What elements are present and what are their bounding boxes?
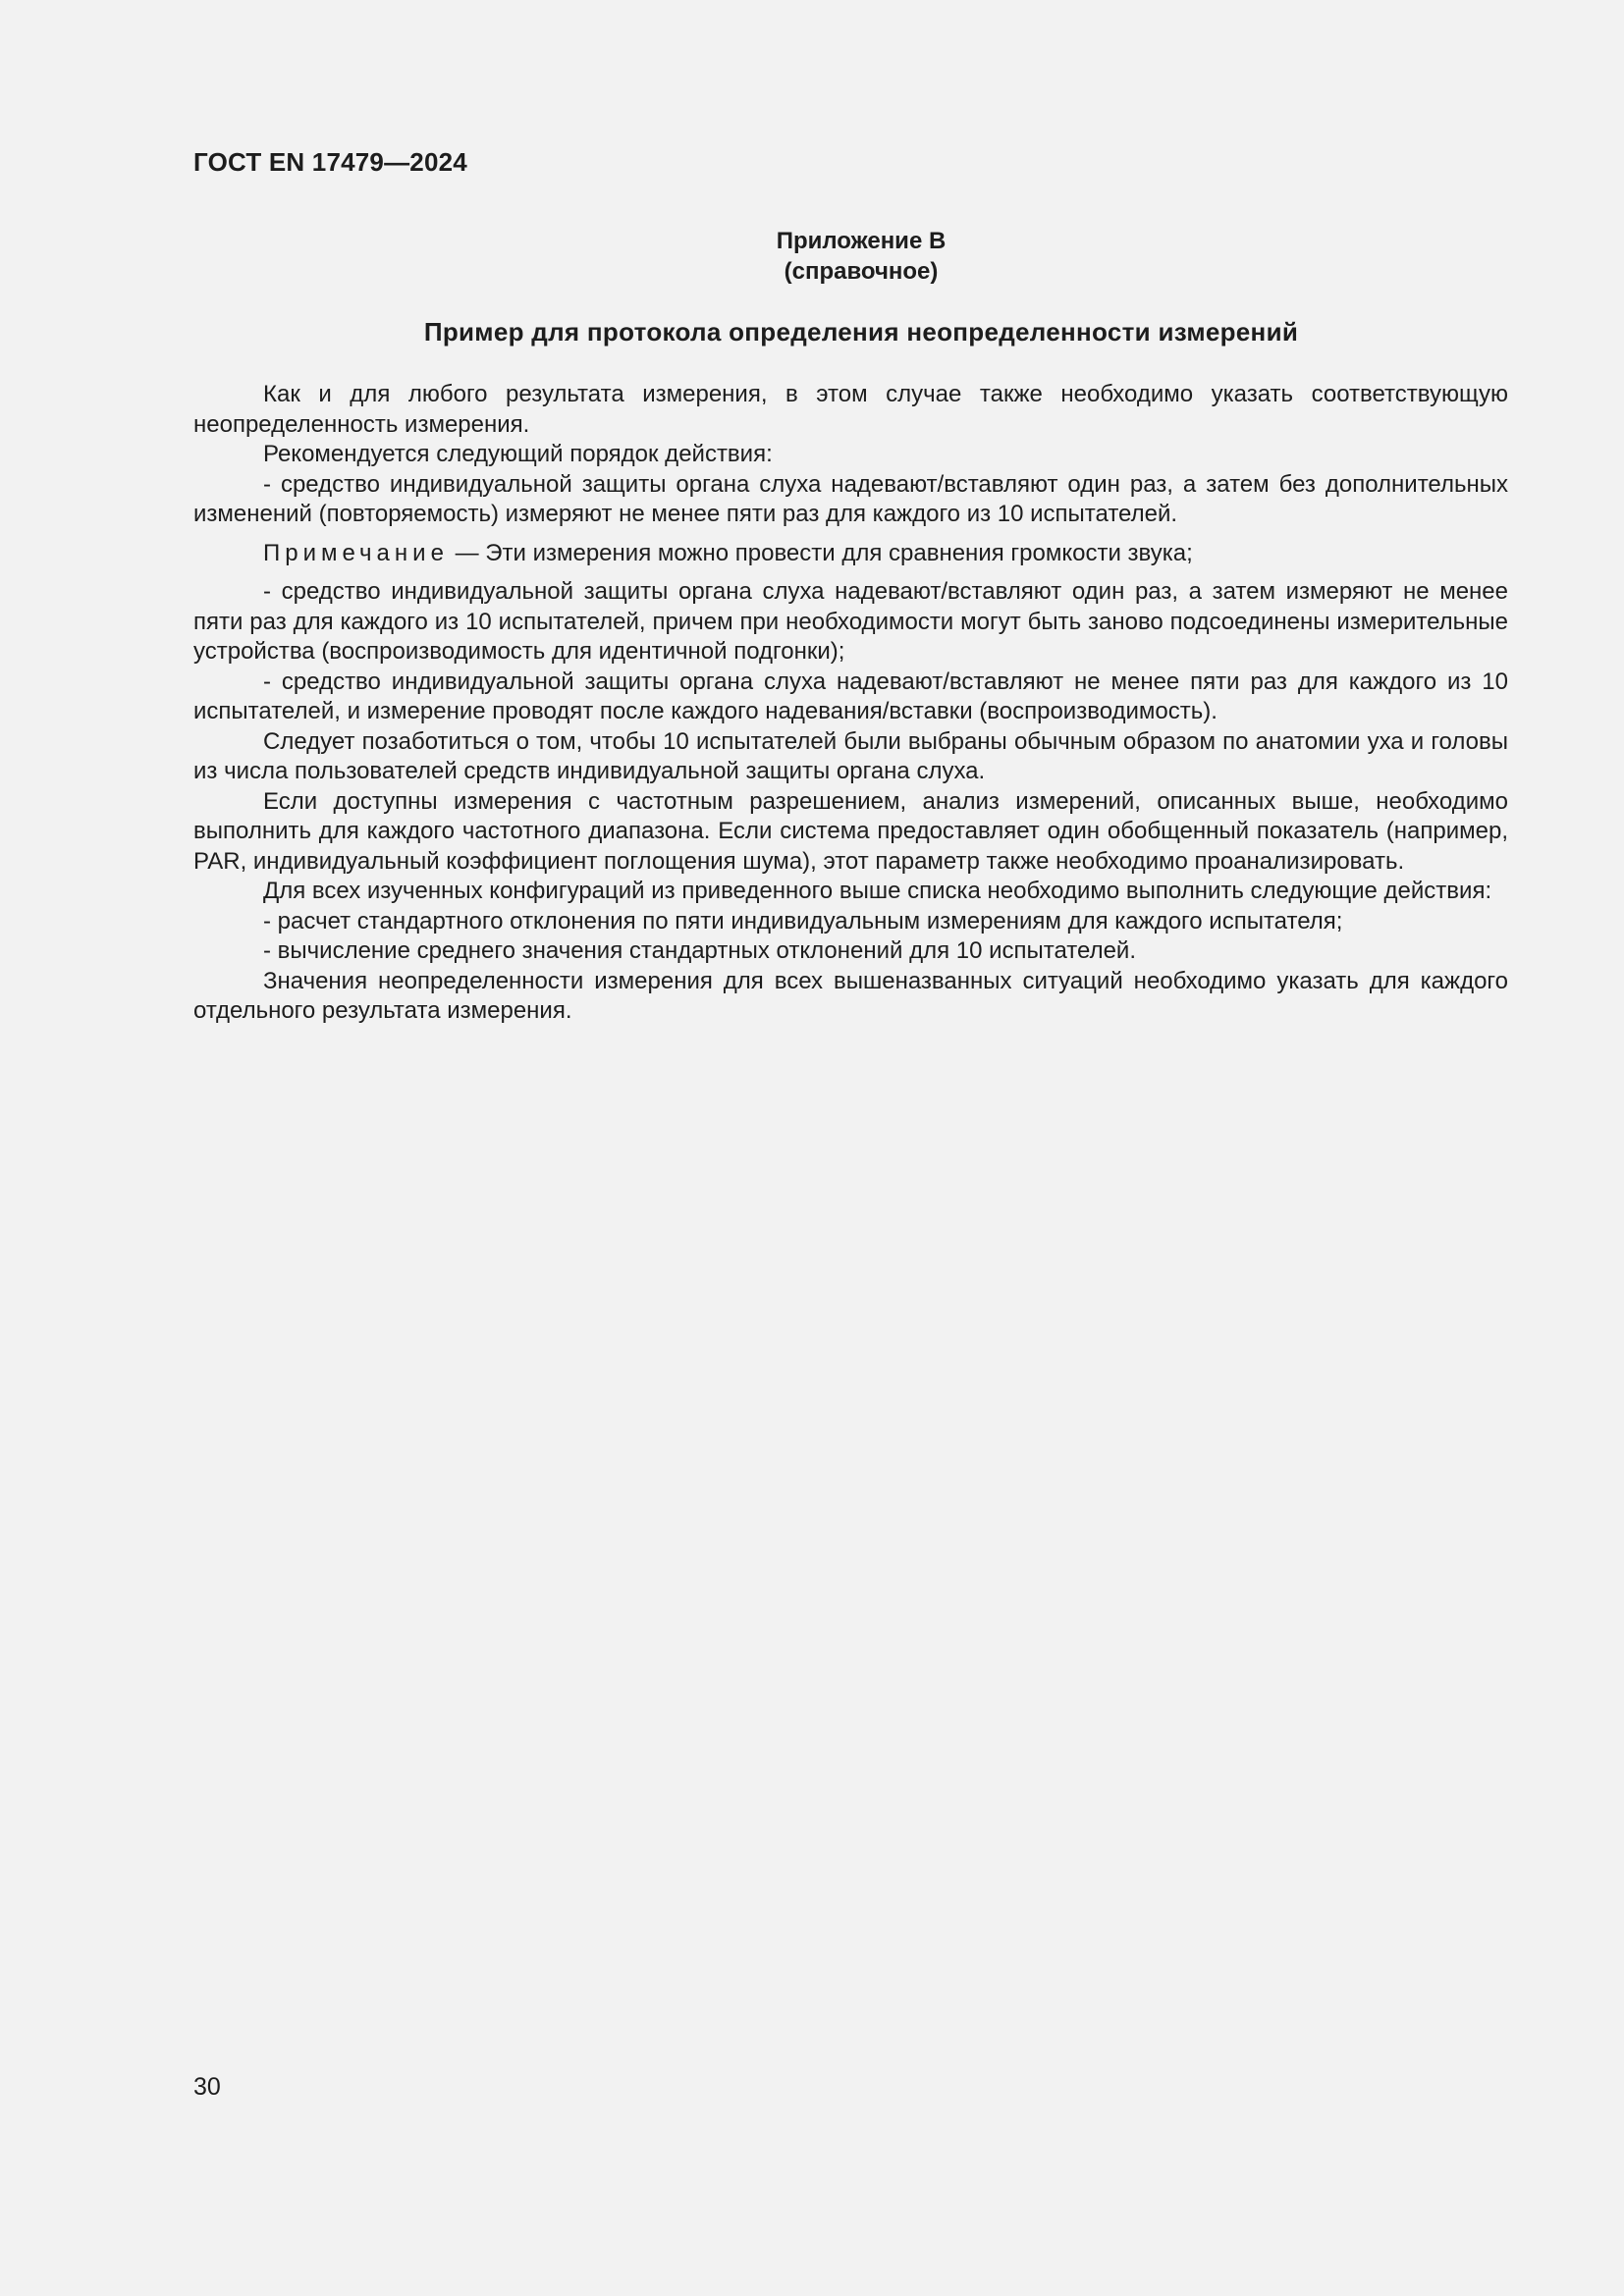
section-title: Пример для протокола определения неопределенности измерений <box>423 317 1299 347</box>
annex-heading <box>49 226 1624 287</box>
note-text: — Эти измерения можно провести для сравнения громкости звука; <box>448 539 1193 566</box>
list-item: - средство индивидуальной защиты органа слуха надевают/вставляют не менее пяти раз для каждого из 10 испытателей, и измерение проводят после каждого надевания/вставки (воспроизводимость). <box>193 667 1508 724</box>
paragraph: Следует позаботиться о том, чтобы 10 испытателей были выбраны обычным образом по анатомии уха и головы из числа пользователей средств индивидуальной защиты органа слуха. <box>193 727 1508 784</box>
list-item: - средство индивидуальной защиты органа слуха надевают/вставляют один раз, а затем без дополнительных изменений (повторяемость) измеряют не менее пяти раз для каждого из 10 испытателей. <box>193 470 1508 527</box>
note <box>193 539 1508 569</box>
annex-subtitle: (справочное) <box>784 258 939 285</box>
paragraph: Значения неопределенности измерения для всех вышеназванных ситуаций необходимо указать для каждого отдельного результата измерения. <box>193 967 1508 1024</box>
paragraph: Рекомендуется следующий порядок действия: <box>263 441 773 467</box>
list-item: - расчет стандартного отклонения по пяти индивидуальным измерениям для каждого испытателя; <box>263 907 1343 934</box>
list-item: - средство индивидуальной защиты органа слуха надевают/вставляют один раз, а затем измеряют не менее пяти раз для каждого из 10 испытателей, причем при необходимости могут быть заново подсоединены измерительные устройства (воспроизводимость для идентичной подгонки); <box>193 578 1508 665</box>
paragraph: Для всех изученных конфигураций из приведенного выше списка необходимо выполнить следующие действия: <box>263 878 1492 904</box>
paragraph: Если доступны измерения с частотным разрешением, анализ измерений, описанных выше, необходимо выполнить для каждого частотного диапазона. Если система предоставляет один обобщенный показатель (например, PAR, индивидуальный коэффициент поглощения шума), этот параметр также необходимо проанализировать. <box>193 787 1508 875</box>
page-number: 30 <box>193 2073 221 2101</box>
document-header: ГОСТ EN 17479—2024 <box>193 147 467 177</box>
body-text <box>193 380 1508 1027</box>
note-label: Примечание <box>263 539 449 566</box>
paragraph: Как и для любого результата измерения, в этом случае также необходимо указать соответствующую неопределенность измерения. <box>193 381 1508 438</box>
list-item: - вычисление среднего значения стандартных отклонений для 10 испытателей. <box>263 937 1136 964</box>
annex-title: Приложение В <box>776 228 947 254</box>
